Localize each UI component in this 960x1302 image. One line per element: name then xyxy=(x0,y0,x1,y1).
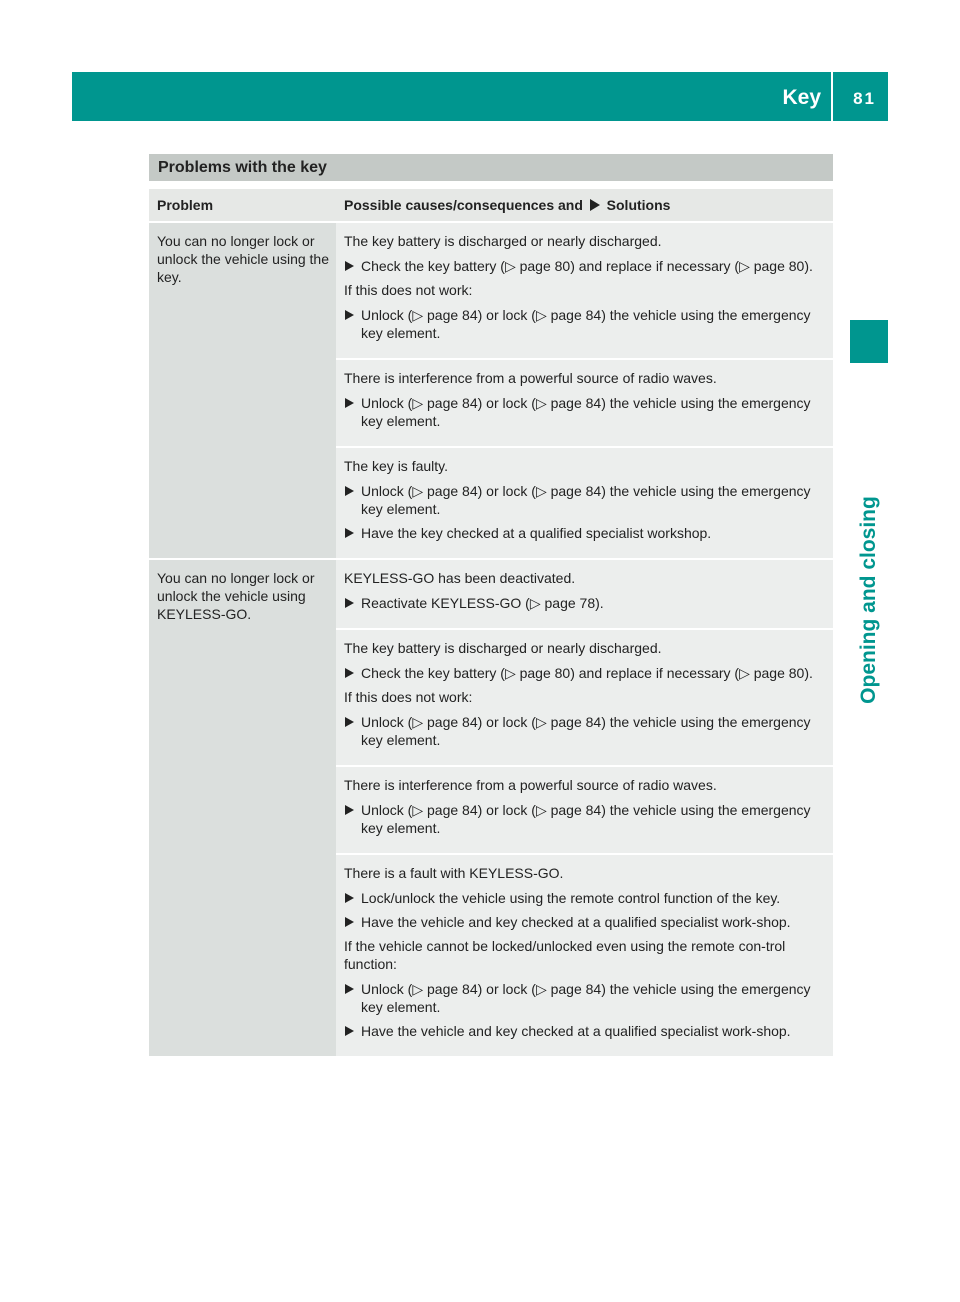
problem-cell: You can no longer lock or unlock the vehicle using the key. xyxy=(149,222,336,559)
action-arrow-icon xyxy=(345,984,354,994)
page-number: 81 xyxy=(853,89,876,108)
solution-cell xyxy=(336,447,833,559)
solution-cell xyxy=(336,222,833,359)
side-tab-label: Opening and closing xyxy=(857,496,880,704)
note-text: If the vehicle cannot be locked/unlocked even using the remote con-trol function: xyxy=(344,938,786,972)
column-header-solutions-prefix: Possible causes/consequences and xyxy=(344,197,583,213)
action-arrow-icon xyxy=(345,261,354,271)
solution-step xyxy=(344,394,827,430)
cause-text: There is interference from a powerful source of radio waves. xyxy=(344,777,717,793)
solution-step-text: Unlock (▷ page 84) or lock (▷ page 84) the vehicle using the emergency key element. xyxy=(361,802,811,836)
cause-text: There is a fault with KEYLESS-GO. xyxy=(344,865,564,881)
section-title-bar xyxy=(149,154,833,181)
header-divider xyxy=(831,72,833,121)
solution-step-text: Have the vehicle and key checked at a qualified specialist work-shop. xyxy=(361,1023,791,1039)
action-arrow-icon xyxy=(345,486,354,496)
note-text: If this does not work: xyxy=(344,689,473,705)
header-title: Key xyxy=(782,86,821,109)
solution-cell xyxy=(336,854,833,1056)
solution-step-text: Unlock (▷ page 84) or lock (▷ page 84) the vehicle using the emergency key element. xyxy=(361,981,811,1015)
table-row xyxy=(149,222,833,359)
solution-step-text: Unlock (▷ page 84) or lock (▷ page 84) the vehicle using the emergency key element. xyxy=(361,483,811,517)
solution-step-text: Have the vehicle and key checked at a qualified specialist work-shop. xyxy=(361,914,791,930)
problems-table xyxy=(149,189,833,1056)
solution-step-text: Unlock (▷ page 84) or lock (▷ page 84) the vehicle using the emergency key element. xyxy=(361,395,811,429)
solution-step-text: Check the key battery (▷ page 80) and replace if necessary (▷ page 80). xyxy=(361,258,813,274)
solution-step xyxy=(344,594,827,612)
solution-step-text: Check the key battery (▷ page 80) and replace if necessary (▷ page 80). xyxy=(361,665,813,681)
header-bar xyxy=(72,72,888,121)
solution-step xyxy=(344,980,827,1016)
column-header-solutions xyxy=(336,189,833,222)
column-header-solutions-suffix: Solutions xyxy=(606,197,671,213)
cause-text: There is interference from a powerful source of radio waves. xyxy=(344,370,717,386)
solution-step xyxy=(344,713,827,749)
action-arrow-icon xyxy=(345,668,354,678)
action-arrow-icon xyxy=(345,717,354,727)
solution-step-text: Unlock (▷ page 84) or lock (▷ page 84) the vehicle using the emergency key element. xyxy=(361,307,811,341)
action-arrow-icon xyxy=(345,1026,354,1036)
column-header-problem xyxy=(149,189,336,222)
note-text: If this does not work: xyxy=(344,282,473,298)
solution-step-text: Reactivate KEYLESS-GO (▷ page 78). xyxy=(361,595,604,611)
action-arrow-icon xyxy=(590,199,600,211)
cause-text: The key is faulty. xyxy=(344,458,449,474)
solution-step xyxy=(344,1022,827,1040)
solution-step xyxy=(344,306,827,342)
solution-step xyxy=(344,482,827,518)
action-arrow-icon xyxy=(345,398,354,408)
cause-text: KEYLESS-GO has been deactivated. xyxy=(344,570,576,586)
cause-text: The key battery is discharged or nearly discharged. xyxy=(344,640,662,656)
problem-cell: You can no longer lock or unlock the vehicle using KEYLESS-GO. xyxy=(149,559,336,1056)
solution-cell xyxy=(336,359,833,447)
solution-step xyxy=(344,664,827,682)
cause-text: The key battery is discharged or nearly discharged. xyxy=(344,233,662,249)
solution-step xyxy=(344,913,827,931)
solution-step-text: Lock/unlock the vehicle using the remote control function of the key. xyxy=(361,890,781,906)
table-body xyxy=(149,222,833,1056)
action-arrow-icon xyxy=(345,893,354,903)
action-arrow-icon xyxy=(345,917,354,927)
action-arrow-icon xyxy=(345,805,354,815)
side-tab-marker xyxy=(850,320,888,363)
section-title: Problems with the key xyxy=(158,159,327,176)
table-row xyxy=(149,559,833,629)
solution-cell xyxy=(336,559,833,629)
solution-step xyxy=(344,524,827,542)
solution-step-text: Have the key checked at a qualified specialist workshop. xyxy=(361,525,712,541)
solution-cell xyxy=(336,766,833,854)
solution-step xyxy=(344,889,827,907)
action-arrow-icon xyxy=(345,598,354,608)
solution-step-text: Unlock (▷ page 84) or lock (▷ page 84) the vehicle using the emergency key element. xyxy=(361,714,811,748)
solution-step xyxy=(344,801,827,837)
action-arrow-icon xyxy=(345,310,354,320)
action-arrow-icon xyxy=(345,528,354,538)
solution-step xyxy=(344,257,827,275)
table-header-row xyxy=(149,189,833,222)
solution-cell xyxy=(336,629,833,766)
column-header-problem-label: Problem xyxy=(157,197,214,213)
